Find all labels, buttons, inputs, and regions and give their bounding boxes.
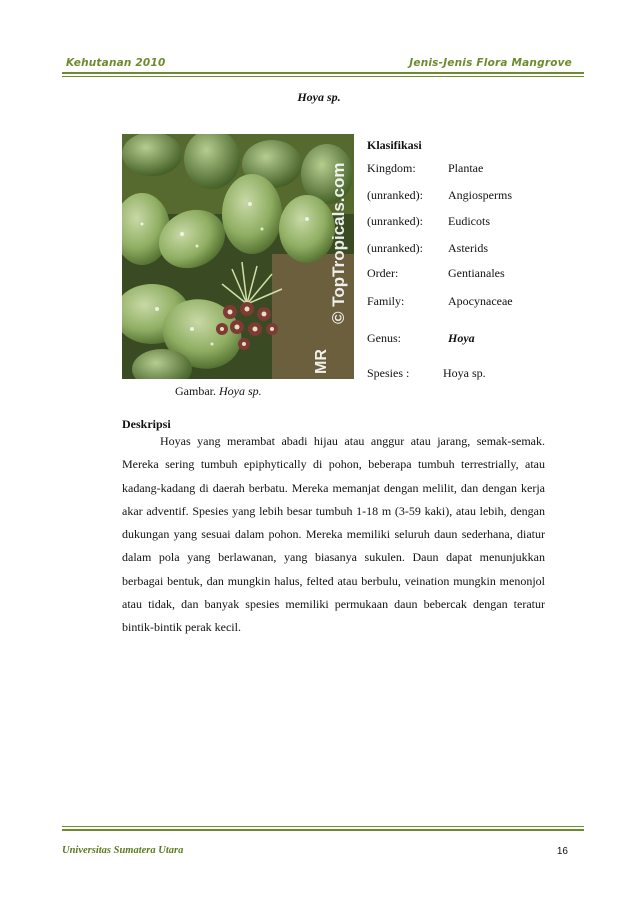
classification-value: Gentianales bbox=[448, 266, 505, 280]
description-heading: Deskripsi bbox=[122, 417, 171, 431]
classification-value: Asterids bbox=[448, 241, 488, 255]
classification-key: (unranked): bbox=[367, 214, 423, 228]
classification-value-genus: Hoya bbox=[448, 331, 475, 345]
classification-value: Plantae bbox=[448, 161, 484, 175]
footer-rule-thin bbox=[62, 826, 584, 827]
classification-value: Apocynaceae bbox=[448, 294, 513, 308]
caption-prefix: Gambar. bbox=[175, 384, 219, 398]
header-rule-thick bbox=[62, 72, 584, 74]
photo-caption bbox=[175, 384, 262, 399]
classification-value: Eudicots bbox=[448, 214, 490, 228]
classification-key: Order: bbox=[367, 266, 399, 280]
classification-value: Hoya sp. bbox=[443, 366, 486, 380]
watermark-site: © TopTropicals.com bbox=[329, 162, 348, 324]
header-right-title: Jenis-Jenis Flora Mangrove bbox=[409, 57, 572, 69]
page-number: 16 bbox=[556, 846, 568, 857]
watermark-initials: MR bbox=[313, 349, 330, 374]
classification-heading: Klasifikasi bbox=[367, 138, 422, 152]
classification-value: Angiosperms bbox=[448, 188, 512, 202]
page-title: Hoya sp. bbox=[297, 90, 341, 104]
footer-university: Universitas Sumatera Utara bbox=[62, 845, 184, 856]
caption-species: Hoya sp. bbox=[219, 384, 262, 398]
classification-key: (unranked): bbox=[367, 188, 423, 202]
header-rule-thin bbox=[62, 76, 584, 77]
header-left-title: Kehutanan 2010 bbox=[66, 57, 166, 69]
classification-key: Family: bbox=[367, 294, 405, 308]
classification-key: Genus: bbox=[367, 331, 401, 345]
description-text: Hoyas yang merambat abadi hijau atau anggur atau jarang, semak-semak. Mereka sering tumbuh epiphytically di pohon, beberapa tumbuh terrestrially, atau kadang-kadang di daerah berbatu. Mereka memanjat dengan melilit, dan dengan kerja akar adventif. Spesies yang lebih besar tumbuh 1-18 m (3-59 kaki), atau lebih, dengan dukungan yang sesuai dalam pohon. Mereka memiliki seluruh daun sederhana, diatur dalam pola yang berlawanan, yang biasanya sukulen. Daun dapat menunjukkan berbagai bentuk, dan mungkin halus, felted atau berbulu, veination mungkin menonjol atau tidak, dan banyak spesies memiliki permukaan daun bebercak dengan teratur bintik-bintik perak kecil. bbox=[122, 434, 545, 635]
footer-rule-thick bbox=[62, 829, 584, 831]
classification-key: (unranked): bbox=[367, 241, 423, 255]
hoya-photo bbox=[122, 134, 354, 379]
classification-key: Kingdom: bbox=[367, 161, 416, 175]
classification-key: Spesies : bbox=[367, 366, 410, 380]
